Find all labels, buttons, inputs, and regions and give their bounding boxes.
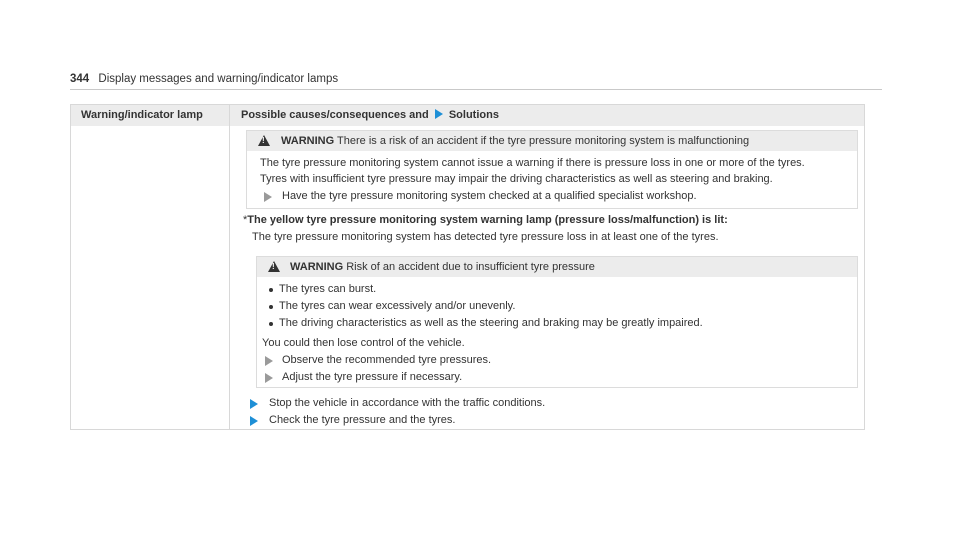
warning-1-title-text: There is a risk of an accident if the tyre pressure monitoring system is malfunctioning (337, 135, 750, 147)
solutions-table (70, 104, 865, 430)
warning-1-title (281, 135, 749, 147)
lamp-heading-text: The yellow tyre pressure monitoring system warning lamp (pressure loss/malfunction) is lit: (247, 214, 728, 226)
col-header-causes-label: Possible causes/consequences and (241, 109, 429, 121)
warning-1-line-1: The tyre pressure monitoring system cannot issue a warning if there is pressure loss in one or more of the tyres. (260, 157, 805, 169)
page-title: Display messages and warning/indicator lamps (98, 73, 339, 85)
action-arrow-icon (250, 399, 258, 409)
warning-2-label: WARNING (290, 261, 344, 273)
bullet-icon (269, 288, 273, 292)
bullet-icon (269, 305, 273, 309)
col-header-causes (241, 109, 499, 121)
warning-2-title-text: Risk of an accident due to insufficient tyre pressure (346, 261, 595, 273)
warning-1-label: WARNING (281, 135, 335, 147)
warning-2-bullet-1: The tyres can burst. (279, 283, 377, 295)
action-arrow-icon (250, 416, 258, 426)
table-header (71, 105, 864, 126)
page-number: 344 (70, 73, 90, 85)
warning-triangle-icon (258, 135, 270, 146)
bullet-icon (269, 322, 273, 326)
warning-2-bullet-3: The driving characteristics as well as the steering and braking may be greatly impaired. (279, 317, 703, 329)
warning-2-step-2: Adjust the tyre pressure if necessary. (282, 371, 463, 383)
warning-2-line: You could then lose control of the vehicle. (262, 337, 465, 349)
arrow-right-icon (435, 109, 443, 119)
col-header-solutions-label: Solutions (448, 109, 499, 121)
lamp-heading-asterisk: * (243, 214, 248, 226)
action-2: Check the tyre pressure and the tyres. (269, 414, 456, 426)
header-divider (70, 89, 882, 90)
lamp-description: The tyre pressure monitoring system has detected tyre pressure loss in at least one of the tyres. (252, 231, 719, 243)
warning-2-title (290, 261, 595, 273)
warning-box-1 (246, 130, 858, 209)
col-header-lamp: Warning/indicator lamp (81, 109, 203, 121)
step-arrow-icon (265, 356, 273, 366)
warning-1-step: Have the tyre pressure monitoring system checked at a qualified specialist workshop. (282, 190, 697, 202)
page-header (70, 73, 338, 85)
warning-1-line-2: Tyres with insufficient tyre pressure may impair the driving characteristics as well as steering and braking. (260, 173, 773, 185)
warning-2-step-1: Observe the recommended tyre pressures. (282, 354, 492, 366)
warning-triangle-icon (268, 261, 280, 272)
step-arrow-icon (264, 192, 272, 202)
action-1: Stop the vehicle in accordance with the traffic conditions. (269, 397, 546, 409)
column-divider (229, 105, 230, 429)
step-arrow-icon (265, 373, 273, 383)
lamp-heading (243, 214, 728, 226)
warning-2-bullet-2: The tyres can wear excessively and/or unevenly. (279, 300, 516, 312)
warning-box-2 (256, 256, 858, 388)
